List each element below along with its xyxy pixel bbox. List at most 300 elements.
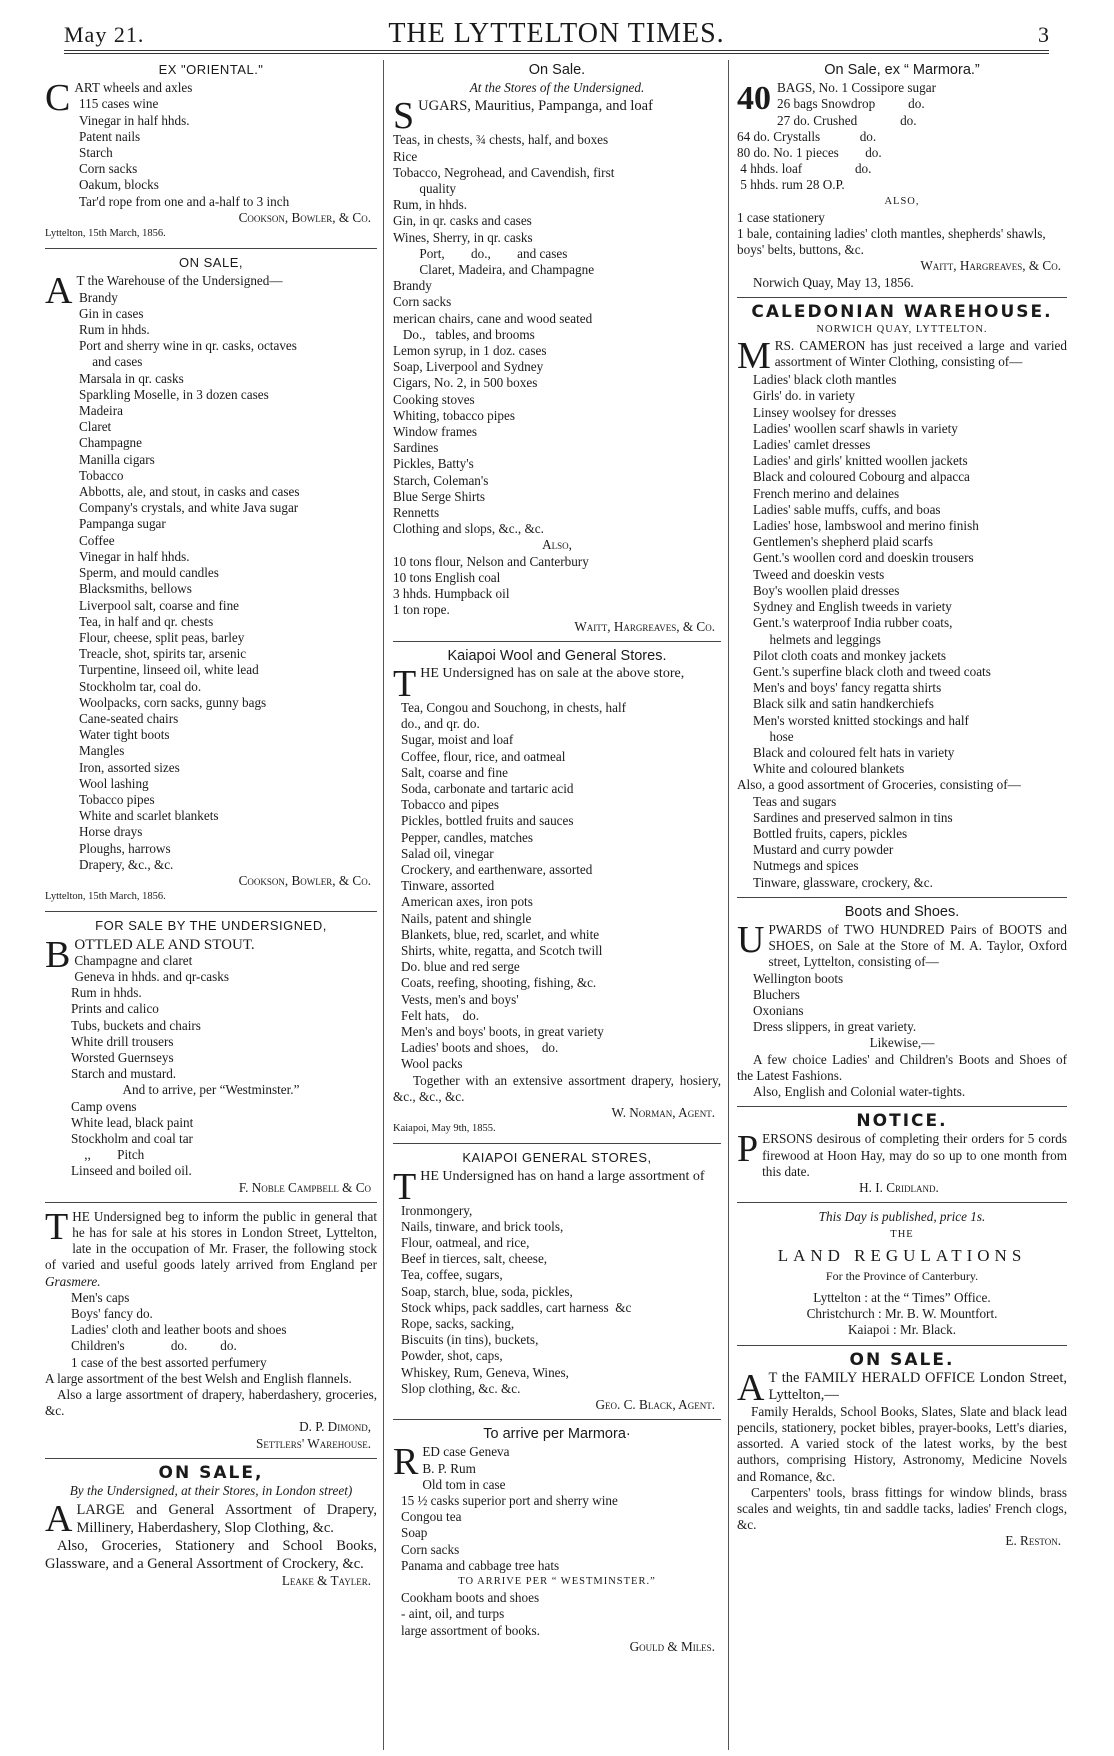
list-item: Mangles	[79, 743, 125, 759]
list-item: American axes, iron pots	[401, 894, 533, 910]
ad-to-arrive-marmora	[393, 1426, 721, 1655]
ad-dimond-stores	[45, 1205, 377, 1452]
list-item: Tubs, buckets and chairs	[71, 1017, 201, 1033]
ad-heading: To arrive per Marmora·	[483, 1426, 631, 1443]
list-item: Slop clothing, &c. &c.	[401, 1380, 521, 1396]
ad-heading: Boots and Shoes.	[844, 903, 960, 920]
item-list	[737, 971, 1067, 1036]
ad-kaiapoi-general	[393, 1150, 721, 1413]
list-item: 115 cases wine	[79, 96, 159, 112]
list-item: Cookham boots and shoes	[401, 1590, 540, 1606]
list-item: Black silk and satin handkerchiefs	[753, 696, 934, 712]
list-item: Do. blue and red serge	[401, 959, 520, 975]
list-item: Starch	[79, 145, 113, 161]
list-item: Flour, oatmeal, and rice,	[401, 1235, 530, 1250]
ad-subheading: At the Stores of the Undersigned.	[469, 80, 645, 96]
list-item: Claret, Madeira, and Champagne	[393, 262, 595, 278]
ad-first-line: T the Warehouse of the Undersigned—	[76, 273, 283, 289]
item-list	[737, 794, 1067, 891]
drop-cap: B	[45, 933, 71, 976]
list-item: Ladies' boots and shoes, do.	[401, 1040, 559, 1056]
ad-divider	[737, 1106, 1067, 1107]
ad-text: ERSONS desirous of completing their orders for 5 cords firewood at Hoon Hay, may do so up to one month from this date.	[762, 1131, 1067, 1179]
ad-first-line: RS. CAMERON has just received a large and varied assortment of Winter Clothing, consisting of—	[774, 338, 1067, 370]
list-item: Worsted Guernseys	[71, 1049, 174, 1065]
list-item: merican chairs, cane and wood seated	[393, 310, 593, 326]
item-list	[737, 96, 1067, 193]
list-item: Cane-seated chairs	[79, 710, 179, 726]
publication-subtitle: For the Province of Canterbury.	[825, 1268, 979, 1283]
ad-dateline: Lyttelton, 15th March, 1856.	[45, 891, 166, 903]
item-list	[393, 1203, 721, 1397]
list-item: Rum in hhds.	[79, 322, 150, 338]
ad-subheading: By the Undersigned, at their Stores, in London street)	[69, 1483, 353, 1499]
list-item: Ladies' cloth and leather boots and shoes	[71, 1322, 287, 1338]
ad-signature: Waitt, Hargreaves, & Co.	[574, 618, 715, 634]
item-list	[393, 1461, 721, 1574]
list-item: Company's crystals, and white Java sugar	[79, 500, 299, 516]
list-item: Old tom in case	[422, 1476, 506, 1492]
ad-dateline: Norwich Quay, May 13, 1856.	[753, 274, 914, 290]
ad-caledonian-warehouse	[737, 301, 1067, 891]
item-list	[393, 132, 721, 537]
list-item: 3 hhds. Humpback oil	[393, 586, 510, 602]
drop-cap: A	[45, 270, 73, 313]
list-item: 15 ½ casks superior port and sherry wine	[401, 1493, 618, 1509]
list-item: Vinegar in half hhds.	[79, 548, 190, 564]
list-item: Treacle, shot, spirits tar, arsenic	[79, 646, 247, 662]
list-item: 5 hhds. rum 28 O.P.	[737, 177, 845, 193]
ad-subheading: NORWICH QUAY, LYTTELTON.	[816, 324, 988, 336]
ad-boots-shoes	[737, 904, 1067, 1100]
list-item: Clothing and slops, &c., &c.	[393, 521, 544, 537]
list-item: Felt hats, do.	[401, 1007, 480, 1023]
list-item: Tobacco	[79, 467, 124, 483]
list-item: Vinegar in half hhds.	[79, 112, 190, 128]
ad-heading: FOR SALE BY THE UNDERSIGNED,	[95, 918, 327, 934]
drop-cap: A	[737, 1366, 765, 1409]
ad-divider	[737, 897, 1067, 898]
list-item: hose	[753, 728, 794, 744]
list-item: Gent.'s woollen cord and doeskin trousers	[753, 550, 974, 566]
list-item: Sperm, and mould candles	[79, 565, 219, 581]
list-item: 26 bags Snowdrop do.	[777, 96, 925, 112]
masthead-rule	[64, 50, 1049, 54]
ad-paragraph: Also, Groceries, Stationery and School Books, Glassware, and a General Assortment of Crockery, &c.	[45, 1538, 377, 1573]
newspaper-title: THE LYTTELTON TIMES.	[388, 18, 725, 49]
list-item: Christchurch : Mr. B. W. Mountfort.	[806, 1306, 998, 1322]
likewise-label: Likewise,—	[869, 1035, 935, 1051]
ad-on-sale-warehouse	[45, 255, 377, 905]
also-line: Also, a good assortment of Groceries, consisting of—	[737, 777, 1021, 793]
list-item: Soda, carbonate and tartaric acid	[401, 780, 574, 796]
item-list	[393, 700, 721, 1073]
list-item: Boy's woollen plaid dresses	[753, 582, 900, 598]
list-item: Tobacco pipes	[79, 791, 155, 807]
ad-divider	[737, 1202, 1067, 1203]
drop-cap: P	[737, 1128, 759, 1171]
list-item: Panama and cabbage tree hats	[401, 1557, 560, 1573]
ad-paragraph: Carpenters' tools, brass fittings for window blinds, brass scales and weights, tin and saddle tacks, ladies' French clogs, &c.	[737, 1484, 1067, 1533]
list-item: Oxonians	[753, 1002, 804, 1018]
list-item: Manilla cigars	[79, 451, 155, 467]
list-item: Beef in tierces, salt, cheese,	[401, 1251, 548, 1267]
list-item: 1 case stationery	[737, 209, 825, 225]
item-list	[45, 96, 377, 209]
ad-divider	[393, 1419, 721, 1420]
list-item: helmets and leggings	[753, 631, 881, 647]
list-item: Ladies' black cloth mantles	[753, 372, 897, 388]
drop-cap: T	[393, 1165, 417, 1208]
ad-paragraph: Also, English and Colonial water-tights.	[753, 1083, 966, 1099]
list-item: Rum in hhds.	[71, 985, 142, 1001]
list-item: Teas and sugars	[753, 793, 837, 809]
list-item: Ladies' camlet dresses	[753, 437, 871, 453]
list-item: Salt, coarse and fine	[401, 764, 508, 780]
list-item: Black and coloured felt hats in variety	[753, 744, 955, 760]
ad-signature: Gould & Miles.	[629, 1638, 715, 1654]
list-item: Vests, men's and boys'	[401, 991, 519, 1007]
also-label: ALSO,	[884, 195, 920, 207]
ad-heading: NOTICE.	[856, 1111, 948, 1132]
drop-cap: U	[737, 918, 765, 961]
list-item: Nails, patent and shingle	[401, 910, 532, 926]
ship-name: Grasmere.	[45, 1273, 101, 1289]
list-item: Marsala in qr. casks	[79, 370, 184, 386]
list-item: Claret	[79, 419, 112, 435]
list-item: Ladies' woollen scarf shawls in variety	[753, 420, 958, 436]
list-item: Rice	[393, 148, 418, 164]
list-item: Tea, coffee, sugars,	[401, 1267, 503, 1283]
list-item: 1 bale, containing ladies' cloth mantles, shepherds' shawls, boys' belts, buttons, &c.	[737, 226, 1046, 258]
list-item: Stockholm tar, coal do.	[79, 678, 202, 694]
ad-paragraph: A large assortment of the best Welsh and English flannels.	[45, 1370, 352, 1386]
list-item: Linseed and boiled oil.	[71, 1163, 192, 1179]
list-item: Blue Serge Shirts	[393, 488, 486, 504]
list-item: Tea, Congou and Souchong, in chests, half	[401, 699, 627, 715]
ad-heading: KAIAPOI GENERAL STORES,	[462, 1150, 652, 1166]
drop-cap: S	[393, 95, 415, 138]
list-item: Blankets, blue, red, scarlet, and white	[401, 926, 600, 942]
drop-cap: C	[45, 77, 71, 120]
list-item: 1 case of the best assorted perfumery	[71, 1354, 267, 1370]
drop-number: 40	[737, 80, 771, 118]
list-item: Corn sacks	[79, 161, 138, 177]
list-item: 10 tons flour, Nelson and Canterbury	[393, 553, 589, 569]
list-item: Pampanga sugar	[79, 516, 166, 532]
list-item: Pepper, candles, matches	[401, 829, 534, 845]
list-item: Men's and boys' boots, in great variety	[401, 1023, 604, 1039]
list-item: Powder, shot, caps,	[401, 1348, 503, 1364]
list-item: Men's caps	[71, 1289, 130, 1305]
publication-intro: This Day is published, price 1s.	[818, 1209, 986, 1225]
ad-dateline: Lyttelton, 15th March, 1856.	[45, 228, 166, 240]
ad-first-line: BAGS, No. 1 Cossipore sugar	[777, 80, 936, 96]
list-item: Iron, assorted sizes	[79, 759, 180, 775]
list-item: quality	[393, 181, 457, 197]
list-item: Brandy	[393, 278, 432, 294]
ad-heading: Kaiapoi Wool and General Stores.	[447, 647, 667, 664]
list-item: Champagne	[79, 435, 142, 451]
drop-cap: A	[45, 1498, 73, 1541]
ad-signature: Leake & Tayler.	[281, 1573, 371, 1589]
item-list	[737, 210, 1067, 259]
list-item: and cases	[79, 354, 143, 370]
list-item: Bottled fruits, capers, pickles	[753, 825, 908, 841]
list-item: Tinware, glassware, crockery, &c.	[753, 874, 933, 890]
list-item: Flour, cheese, split peas, barley	[79, 629, 245, 645]
list-item: Ironmongery,	[401, 1202, 473, 1218]
list-item: Wool packs	[401, 1056, 463, 1072]
list-item: Woolpacks, corn sacks, gunny bags	[79, 694, 267, 710]
ad-waitt-stores	[393, 62, 721, 635]
list-item: Mustard and curry powder	[753, 842, 894, 858]
arrival-note: TO ARRIVE PER “ WESTMINSTER.”	[458, 1576, 656, 1588]
ad-first-line: HE Undersigned has on hand a large assortment of	[420, 1168, 705, 1184]
ad-ex-marmora	[737, 62, 1067, 291]
list-item: Geneva in hhds. and qr-casks	[74, 968, 230, 984]
list-item: Boys' fancy do.	[71, 1306, 153, 1322]
list-item: Rum, in hhds.	[393, 197, 468, 213]
list-item: Nutmegs and spices	[753, 858, 859, 874]
ad-divider	[737, 297, 1067, 298]
list-item: Gin in cases	[79, 305, 144, 321]
list-item: Gin, in qr. casks and cases	[393, 213, 532, 229]
ad-paragraph: A few choice Ladies' and Children's Boots and Shoes of the Latest Fashions.	[737, 1051, 1067, 1083]
ad-signature: Waitt, Hargreaves, & Co.	[920, 258, 1061, 274]
list-item: Sparkling Moselle, in 3 dozen cases	[79, 386, 269, 402]
ad-divider	[45, 1458, 377, 1459]
list-item: Drapery, &c., &c.	[79, 856, 174, 872]
publication-the: THE	[890, 1229, 914, 1241]
ad-first-line: ED case Geneva	[422, 1444, 510, 1460]
list-item: Rope, sacks, sacking,	[401, 1316, 515, 1332]
list-item: Port and sherry wine in qr. casks, octaves	[79, 338, 297, 354]
list-item: B. P. Rum	[422, 1460, 476, 1476]
list-item: White and scarlet blankets	[79, 808, 219, 824]
ad-signature-line2: Settlers' Warehouse.	[255, 1435, 371, 1451]
list-item: Tobacco and pipes	[401, 797, 499, 813]
ad-heading: ON SALE,	[158, 1462, 264, 1483]
agent-list	[737, 1290, 1067, 1339]
list-item: Camp ovens	[71, 1098, 137, 1114]
ad-text: PWARDS of TWO HUNDRED Pairs of BOOTS and SHOES, on Sale at the Store of M. A. Taylor, Oxford street, Lyttelton, consisting of—	[768, 921, 1067, 970]
ad-ex-oriental	[45, 62, 377, 242]
list-item: Ladies' sable muffs, cuffs, and boas	[753, 501, 941, 517]
ad-paragraph: Together with an extensive assortment drapery, hosiery, &c., &c., &c.	[393, 1072, 721, 1104]
ad-first-line: OTTLED ALE AND STOUT.	[74, 936, 255, 953]
list-item: Crockery, and earthenware, assorted	[401, 861, 593, 877]
list-item: Nails, tinware, and brick tools,	[401, 1218, 564, 1234]
column-divider	[728, 60, 729, 1750]
list-item: 27 do. Crushed do.	[777, 112, 917, 128]
item-list	[737, 372, 1067, 777]
ad-heading: On Sale, ex “ Marmora.”	[824, 62, 980, 78]
list-item: Lemon syrup, in 1 doz. cases	[393, 343, 547, 359]
list-item: Biscuits (in tins), buckets,	[401, 1332, 539, 1348]
ad-bottled-ale	[45, 918, 377, 1195]
list-item: Shirts, white, regatta, and Scotch twill	[401, 942, 603, 958]
ad-first-line: UGARS, Mauritius, Pampanga, and loaf	[418, 98, 653, 115]
list-item: Rennetts	[393, 505, 440, 521]
list-item: Cigars, No. 2, in 500 boxes	[393, 375, 538, 391]
list-item: Sugar, moist and loaf	[401, 732, 514, 748]
list-item: Black and coloured Cobourg and alpacca	[753, 469, 970, 485]
list-item: Blacksmiths, bellows	[79, 581, 192, 597]
drop-cap: R	[393, 1441, 419, 1484]
list-item: Oakum, blocks	[79, 177, 159, 193]
ad-divider	[45, 911, 377, 912]
list-item: Whiskey, Rum, Geneva, Wines,	[401, 1364, 569, 1380]
list-item: Stockholm and coal tar	[71, 1131, 193, 1146]
list-item: Window frames	[393, 424, 478, 440]
list-item: 1 ton rope.	[393, 602, 450, 618]
ad-heading: CALEDONIAN WAREHOUSE.	[751, 301, 1053, 322]
drop-cap: T	[45, 1205, 69, 1248]
list-item: Liverpool salt, coarse and fine	[79, 597, 240, 613]
list-item: Sydney and English tweeds in variety	[753, 599, 952, 615]
list-item: Prints and calico	[71, 1001, 159, 1017]
list-item: Water tight boots	[79, 727, 170, 743]
list-item: Gent.'s superfine black cloth and tweed coats	[753, 663, 991, 679]
list-item: Kaiapoi : Mr. Black.	[847, 1322, 957, 1338]
list-item: Bluchers	[753, 986, 800, 1002]
list-item: Ladies' and girls' knitted woollen jackets	[753, 453, 968, 469]
list-item: White and coloured blankets	[753, 761, 905, 777]
ad-text: HE Undersigned beg to inform the public in general that he has for sale at his stores in London Street, Lyttelton, late in the occupation of Mr. Fraser, the following stock of varied and useful goods lately arrived from England per	[45, 1208, 377, 1273]
ad-divider	[393, 641, 721, 642]
ad-signature: E. Reston.	[1005, 1533, 1061, 1549]
drop-cap: T	[393, 662, 417, 705]
ad-signature: W. Norman, Agent.	[611, 1104, 715, 1120]
ad-first-line: T the FAMILY HERALD OFFICE London Street, Lyttelton,—	[768, 1369, 1067, 1403]
list-item: do., and qr. do.	[401, 716, 480, 732]
list-item: Gent.'s waterproof India rubber coats,	[753, 615, 953, 631]
ad-signature: H. I. Cridland.	[859, 1180, 939, 1195]
list-item: White lead, black paint	[71, 1114, 194, 1130]
list-item: Horse drays	[79, 824, 143, 840]
list-item: Tweed and doeskin vests	[753, 566, 885, 582]
list-item: Pickles, bottled fruits and sauces	[401, 813, 574, 829]
list-item: Tobacco, Negrohead, and Cavendish, first	[393, 164, 615, 180]
list-item: Children's do. do.	[71, 1338, 237, 1354]
column-1	[45, 60, 377, 1750]
list-item: Brandy	[79, 289, 118, 305]
drop-cap: M	[737, 335, 771, 378]
list-item: Men's worsted knitted stockings and half	[753, 712, 969, 728]
arrival-note: And to arrive, per “Westminster.”	[122, 1082, 300, 1098]
ad-signature: Geo. C. Black, Agent.	[595, 1397, 715, 1413]
list-item: French merino and delaines	[753, 485, 900, 501]
item-list	[45, 1290, 377, 1371]
list-item: Patent nails	[79, 128, 141, 144]
list-item: 4 hhds. loaf do.	[737, 161, 872, 177]
ad-dateline: Kaiapoi, May 9th, 1855.	[393, 1123, 496, 1135]
column-2	[393, 60, 721, 1750]
item-list	[393, 1590, 721, 1639]
also-label: Also,	[542, 537, 572, 553]
list-item: Starch, Coleman's	[393, 472, 489, 488]
ad-paragraph: Also a large assortment of drapery, haberdashery, groceries, &c.	[45, 1387, 377, 1419]
list-item: Lyttelton : at the “ Times” Office.	[813, 1290, 991, 1306]
list-item: Wines, Sherry, in qr. casks	[393, 229, 533, 245]
list-item: Pilot cloth coats and monkey jackets	[753, 647, 947, 663]
ad-signature: D. P. Dimond,	[299, 1419, 371, 1435]
list-item: Cooking stoves	[393, 391, 475, 407]
list-item: Corn sacks	[393, 294, 452, 310]
list-item: Wool lashing	[79, 775, 149, 791]
item-list	[45, 953, 377, 1083]
ad-heading: ON SALE,	[179, 255, 243, 271]
list-item: Linsey woolsey for dresses	[753, 404, 897, 420]
list-item: 64 do. Crystalls do.	[737, 128, 877, 144]
list-item: Turpentine, linseed oil, white lead	[79, 662, 259, 678]
list-item: Soap, starch, blue, soda, pickles,	[401, 1283, 573, 1299]
list-item: Ladies' hose, lambswool and merino finish	[753, 518, 979, 534]
ad-heading: ON SALE.	[849, 1349, 955, 1370]
list-item: White drill trousers	[71, 1033, 174, 1049]
list-item: Teas, in chests, ¾ chests, half, and boxes	[393, 132, 609, 148]
list-item: Stock whips, pack saddles, cart harness &c	[401, 1299, 632, 1315]
list-item: - aint, oil, and turps	[401, 1606, 505, 1622]
ad-divider	[45, 248, 377, 249]
ad-family-herald	[737, 1349, 1067, 1550]
list-item: Ploughs, harrows	[79, 840, 171, 856]
ad-kaiapoi-wool	[393, 648, 721, 1138]
ad-land-regulations	[737, 1209, 1067, 1338]
list-item: large assortment of books.	[401, 1622, 540, 1638]
list-item: Do., tables, and brooms	[393, 326, 535, 342]
ad-leake-tayler	[45, 1462, 377, 1590]
ad-signature: Cookson, Bowler, & Co.	[238, 209, 371, 225]
column-3	[737, 60, 1067, 1750]
item-list	[45, 1099, 377, 1180]
list-item: Tar'd rope from one and a-half to 3 inch	[79, 193, 290, 209]
publication-title: LAND REGULATIONS	[777, 1245, 1027, 1265]
list-item: Sardines and preserved salmon in tins	[753, 809, 953, 825]
list-item: Abbotts, ale, and stout, in casks and cases	[79, 484, 300, 500]
ad-text: LARGE and General Assortment of Drapery, Millinery, Haberdashery, Slop Clothing, &c.	[76, 1502, 377, 1537]
list-item: Soap, Liverpool and Sydney	[393, 359, 544, 375]
ad-signature: F. Noble Campbell & Co	[238, 1179, 371, 1195]
list-item: Dress slippers, in great variety.	[753, 1019, 917, 1035]
list-item: Gentlemen's shepherd plaid scarfs	[753, 534, 933, 550]
ad-divider	[737, 1345, 1067, 1346]
list-item: ,, Pitch	[71, 1147, 145, 1163]
masthead	[64, 14, 1049, 52]
list-item: Girls' do. in variety	[753, 388, 855, 404]
list-item: Starch and mustard.	[71, 1066, 177, 1082]
list-item: Congou tea	[401, 1509, 462, 1525]
ad-divider	[393, 1143, 721, 1144]
item-list	[45, 290, 377, 873]
list-item: Coats, reefing, shooting, fishing, &c.	[401, 975, 597, 991]
ad-first-line: ART wheels and axles	[74, 80, 193, 96]
ad-paragraph: Family Heralds, School Books, Slates, Slate and black lead pencils, stationery, pocket bibles, prayer-books, Lett's diaries, assorted. A varied stock of the latest works, by the best authors, comprising History, Astronomy, Medicine Novels and Romance, &c.	[737, 1403, 1067, 1484]
list-item: Tinware, assorted	[401, 878, 495, 894]
list-item: Sardines	[393, 440, 439, 456]
page-number: 3	[1038, 22, 1049, 47]
ad-first-line: HE Undersigned has on sale at the above store,	[420, 665, 685, 681]
ad-heading: EX "ORIENTAL."	[158, 62, 264, 77]
list-item: Coffee, flour, rice, and oatmeal	[401, 748, 566, 764]
list-item: 10 tons English coal	[393, 569, 501, 585]
ad-notice	[737, 1113, 1067, 1196]
list-item: Port, do., and cases	[393, 245, 568, 261]
list-item: Tea, in half and qr. chests	[79, 613, 214, 629]
list-item: Men's and boys' fancy regatta shirts	[753, 680, 942, 696]
list-item: Wellington boots	[753, 970, 844, 986]
